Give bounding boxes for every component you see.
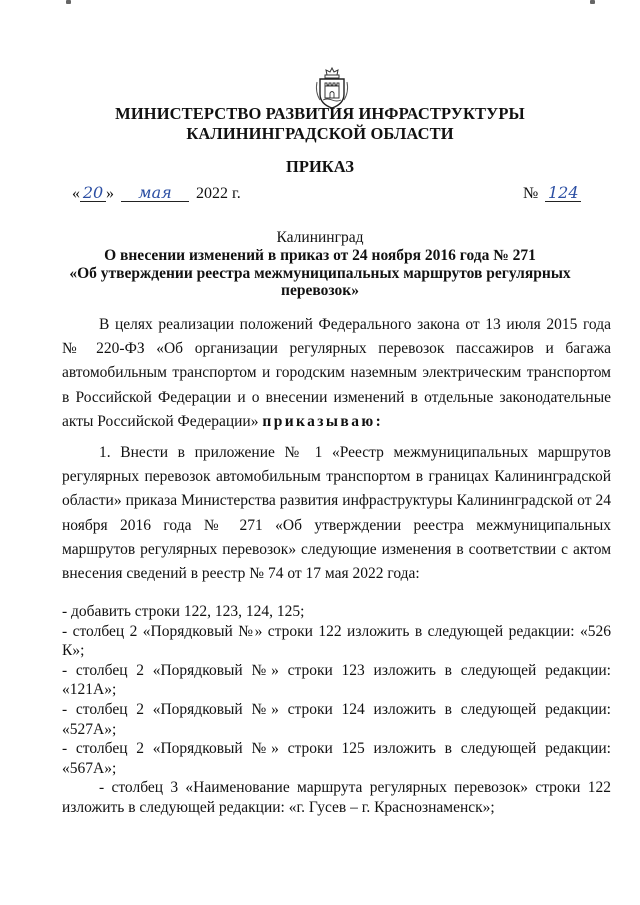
order-heading [60,247,580,300]
date-year: 2022 г. [196,185,241,202]
list-item: - столбец 2 «Порядковый №» строки 122 изложить в следующей редакции: «526 К»; [62,622,611,660]
orders-word: приказываю: [262,412,384,430]
order-date: « 20 » мая 2022 г. [72,183,241,202]
scan-mark [66,0,71,4]
list-item: - столбец 2 «Порядковый №» строки 123 изложить в следующей редакции: «121А»; [62,661,611,699]
date-month: мая [121,185,189,202]
order-title: ПРИКАЗ [286,157,354,176]
heading-line1: О внесении изменений в приказ от 24 ноября 2016 года № 271 [104,247,536,264]
heading-line2: «Об утверждении реестра межмуниципальных маршрутов регулярных [69,264,571,282]
changes-list [62,602,611,818]
preamble-paragraph [62,313,611,434]
number-value: 124 [545,185,581,202]
date-day: 20 [80,185,106,202]
ministry-name-line1: МИНИСТЕРСТВО РАЗВИТИЯ ИНФРАСТРУКТУРЫ [115,104,525,123]
list-item: - столбец 2 «Порядковый №» строки 124 изложить в следующей редакции: «527А»; [62,700,611,738]
list-item: - добавить строки 122, 123, 124, 125; [62,603,305,620]
order-number [523,185,581,203]
list-item: - столбец 3 «Наименование маршрута регулярных перевозок» строки 122 изложить в следующей редакции: «г. Гусев – г. Краснознаменск»; [62,779,611,816]
heading-line3: перевозок» [281,282,359,299]
preamble-text: В целях реализации положений Федерального закона от 13 июля 2015 года № 220-ФЗ «Об организации регулярных перевозок пассажиров и багажа автомобильным транспортом и городским наземным электрическим транспортом в Российской Федерации и о внесении изменений в отдельные законодательные акты Российской Федерации» [62,316,611,430]
ministry-name-line2: КАЛИНИНГРАДСКОЙ ОБЛАСТИ [186,124,454,143]
list-item: - столбец 2 «Порядковый №» строки 125 изложить в следующей редакции: «567А»; [62,740,611,777]
city: Калининград [276,229,364,246]
scan-mark [590,0,595,4]
number-prefix: № [523,185,539,202]
item-1-paragraph: 1. Внести в приложение № 1 «Реестр межмуниципальных маршрутов регулярных перевозок автомобильным транспортом в границах Калининградской области» приказа Министерства развития инфраструктуры Калининградской от 24 ноября 2016 года № 271 «Об утверждении реестра межмуниципальных маршрутов регулярных перевозок» следующие изменения в соответствии с актом внесения сведений в реестр № 74 от 17 мая 2022 года: [62,444,611,583]
